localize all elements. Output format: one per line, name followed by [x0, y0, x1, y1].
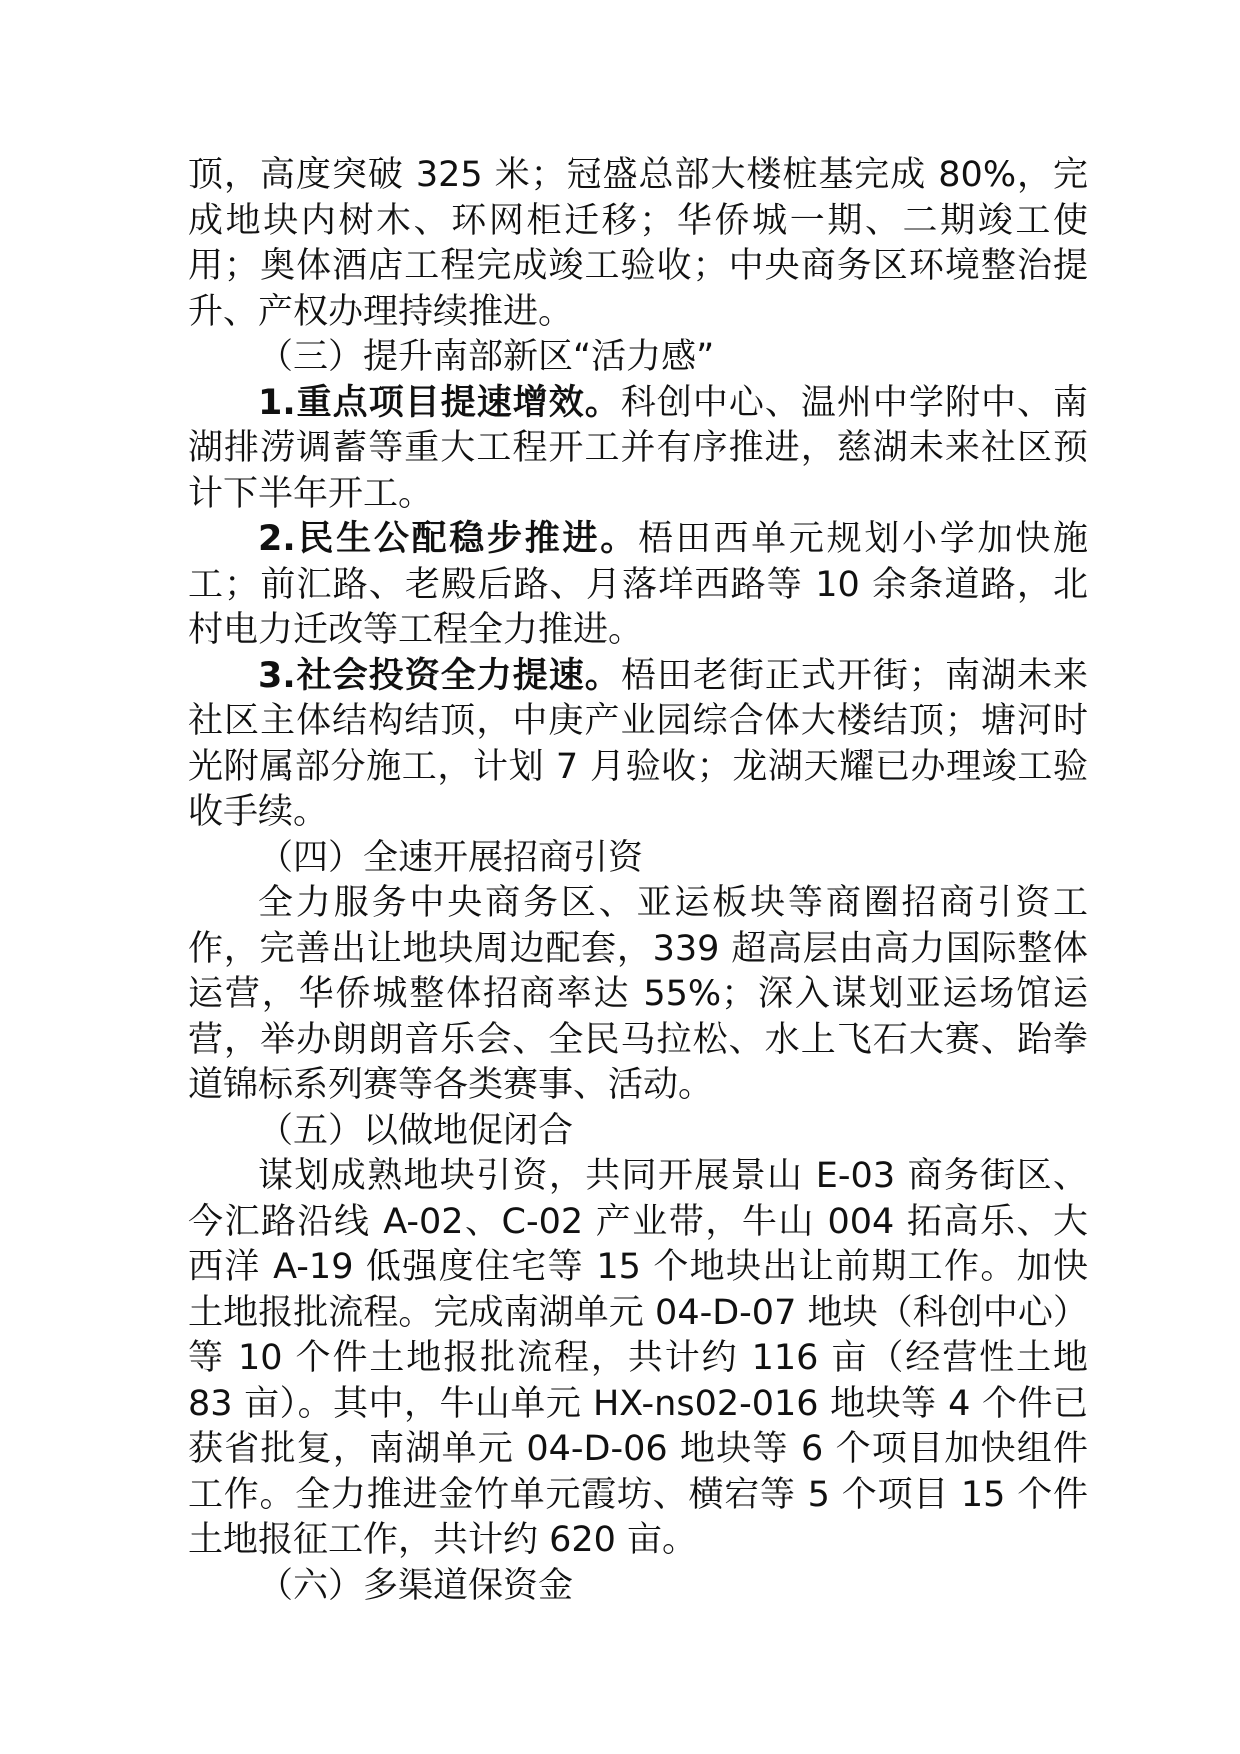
paragraph-continuation: 顶，高度突破 325 米；冠盛总部大楼桩基完成 80%，完成地块内树木、环网柜迁移；华侨城一期、二期竣工使用；奥体酒店工程完成竣工验收；中央商务区环境整治提升、产权办理持续推进。 — [188, 155, 1088, 332]
paragraph-land: 谋划成熟地块引资，共同开展景山 E-03 商务街区、今汇路沿线 A-02、C-02 产业带，牛山 004 拓高乐、大西洋 A-19 低强度住宅等 15 个地块出让前期工作。加快土地报批流程。完成南湖单元 04-D-07 地块（科创中心）等 10 个件土地报批流程，共计约 116 亩（经营性土地 83 亩）。其中，牛山单元 HX-ns02-016 地块等 4 个件已获省批复，南湖单元 04-D-06 地块等 6 个项目加快组件工作。全力推进金竹单元霞坊、横宕等 5 个项目 15 个件土地报征工作，共计约 620 亩。 — [188, 1156, 1088, 1560]
item-text-2: 梧田西单元规划小学加快施工；前汇路、老殿后路、月落垟西路等 10 余条道路，北村电力迁改等工程全力推进。 — [188, 519, 1088, 650]
section-heading-6: （六）多渠道保资金 — [258, 1565, 574, 1606]
list-item-2 — [188, 517, 1088, 654]
list-item-3 — [188, 654, 1088, 836]
list-item-1 — [188, 381, 1088, 518]
paragraph-investment: 全力服务中央商务区、亚运板块等商圈招商引资工作，完善出让地块周边配套，339 超高层由高力国际整体运营，华侨城整体招商率达 55%；深入谋划亚运场馆运营，举办朗朗音乐会、全民马拉松、水上飞石大赛、跆拳道锦标系列赛等各类赛事、活动。 — [188, 883, 1088, 1105]
section-heading-3: （三）提升南部新区“活力感” — [258, 337, 715, 377]
item-lead-3: 3.社会投资全力提速。 — [258, 655, 621, 696]
item-text-1: 科创中心、温州中学附中、南湖排涝调蓄等重大工程开工并有序推进，慈湖未来社区预计下半年开工。 — [188, 382, 1088, 514]
section-heading-5: （五）以做地促闭合 — [258, 1110, 574, 1151]
item-lead-1: 1.重点项目提速增效。 — [258, 382, 621, 423]
item-lead-2: 2.民生公配稳步推进。 — [258, 519, 638, 559]
section-heading-4: （四）全速开展招商引资 — [258, 837, 644, 878]
document-body — [188, 153, 1088, 1609]
item-text-3: 梧田老街正式开街；南湖未来社区主体结构结顶，中庚产业园综合体大楼结顶；塘河时光附属部分施工，计划 7 月验收；龙湖天耀已办理竣工验收手续。 — [188, 655, 1088, 832]
